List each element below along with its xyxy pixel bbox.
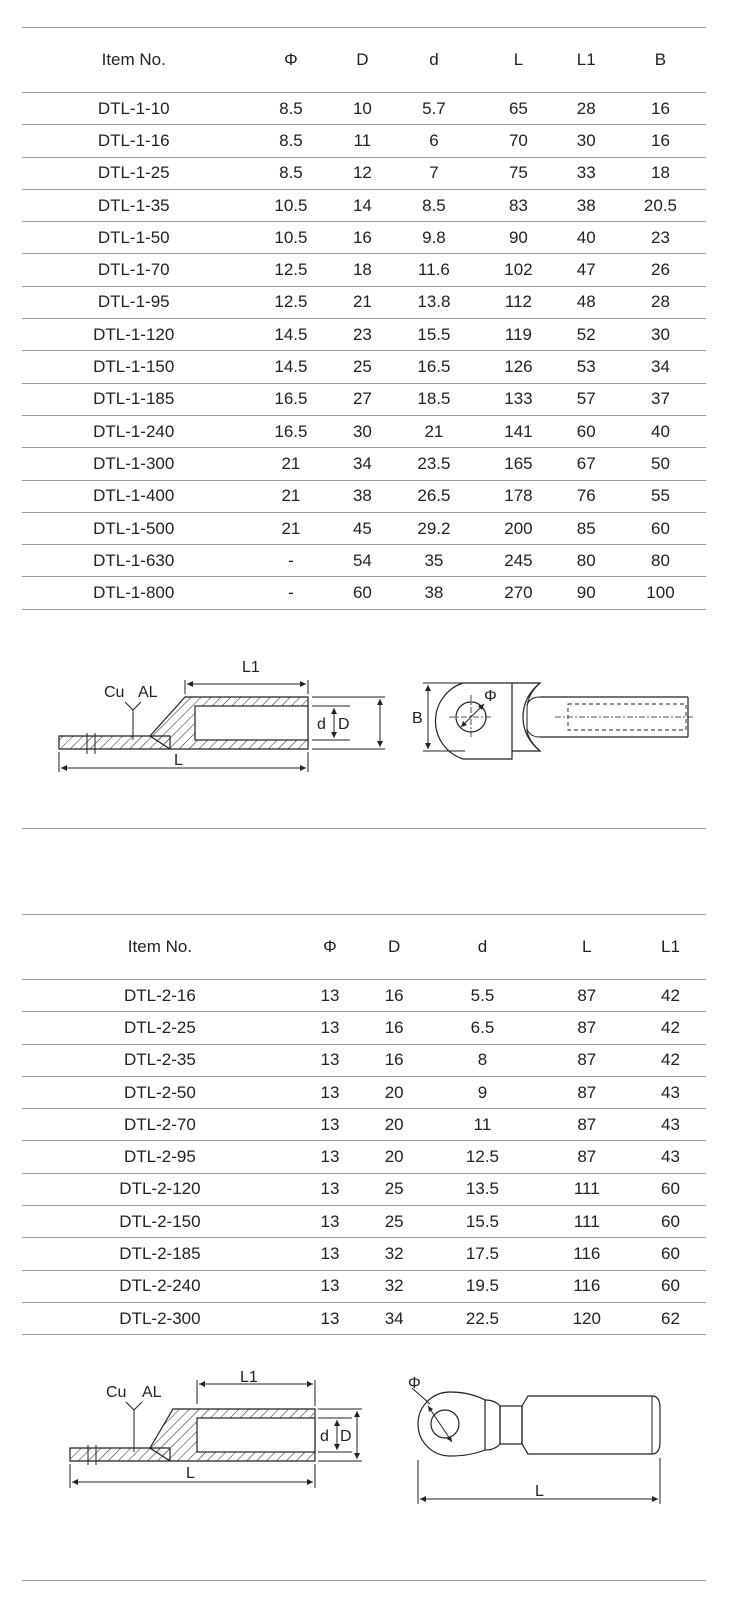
table-cell: 13: [298, 980, 362, 1012]
table-cell: 60: [635, 1238, 706, 1270]
table-row: [22, 512, 706, 544]
table-cell: 16.5: [245, 415, 336, 447]
table-cell: 55: [615, 480, 706, 512]
label-l1: L1: [242, 659, 260, 676]
spec-table-dtl2: [22, 914, 706, 1335]
item-number-cell: DTL-2-25: [22, 1012, 298, 1044]
table-cell: 34: [336, 448, 388, 480]
table-cell: 12.5: [426, 1141, 538, 1173]
table-cell: 13: [298, 1302, 362, 1334]
table-cell: 42: [635, 1012, 706, 1044]
table-cell: 13: [298, 1206, 362, 1238]
label-phi: Φ: [408, 1375, 421, 1392]
table-cell: 35: [388, 545, 479, 577]
table-cell: 18.5: [388, 383, 479, 415]
table-cell: 16.5: [388, 351, 479, 383]
table-cell: 60: [635, 1206, 706, 1238]
table-cell: 75: [479, 157, 557, 189]
table-cell: 126: [479, 351, 557, 383]
table-cell: 100: [615, 577, 706, 609]
table-cell: 60: [615, 512, 706, 544]
label-phi: Φ: [484, 688, 497, 705]
item-number-cell: DTL-1-70: [22, 254, 245, 286]
table-cell: 6.5: [426, 1012, 538, 1044]
table-row: [22, 351, 706, 383]
table-header-row: [22, 915, 706, 980]
table-cell: 57: [557, 383, 615, 415]
table-cell: 47: [557, 254, 615, 286]
table-cell: -: [245, 577, 336, 609]
table-cell: 23: [615, 222, 706, 254]
item-number-cell: DTL-1-240: [22, 415, 245, 447]
table-cell: 85: [557, 512, 615, 544]
table-cell: 30: [336, 415, 388, 447]
table-cell: 5.5: [426, 980, 538, 1012]
table-row: [22, 1270, 706, 1302]
dtl2-side-view-drawing: [60, 1370, 380, 1500]
table-cell: 38: [557, 189, 615, 221]
label-b: B: [412, 710, 423, 727]
table-row: [22, 1302, 706, 1334]
item-number-cell: DTL-1-25: [22, 157, 245, 189]
item-number-cell: DTL-2-120: [22, 1173, 298, 1205]
table-cell: 245: [479, 545, 557, 577]
table-cell: 200: [479, 512, 557, 544]
table-cell: 87: [539, 980, 635, 1012]
table-row: [22, 1238, 706, 1270]
table-header-row: [22, 28, 706, 93]
table-row: [22, 577, 706, 609]
table-cell: 18: [336, 254, 388, 286]
table-cell: 43: [635, 1109, 706, 1141]
item-number-cell: DTL-2-185: [22, 1238, 298, 1270]
column-header: Item No.: [22, 915, 298, 980]
label-cu: Cu: [106, 1384, 127, 1401]
table-row: [22, 980, 706, 1012]
table-cell: 13: [298, 1270, 362, 1302]
label-d-large: D: [338, 716, 350, 733]
table-cell: 22.5: [426, 1302, 538, 1334]
table-cell: 16: [615, 125, 706, 157]
table-cell: 60: [635, 1270, 706, 1302]
item-number-cell: DTL-1-800: [22, 577, 245, 609]
table-cell: 13: [298, 1044, 362, 1076]
table-cell: 20: [362, 1141, 426, 1173]
table-row: [22, 93, 706, 125]
table-cell: 28: [615, 286, 706, 318]
table-row: [22, 383, 706, 415]
table-cell: 25: [362, 1173, 426, 1205]
table-cell: 26.5: [388, 480, 479, 512]
table-row: [22, 1044, 706, 1076]
item-number-cell: DTL-2-150: [22, 1206, 298, 1238]
table-cell: 16.5: [245, 383, 336, 415]
label-d-large: D: [340, 1428, 352, 1445]
table-cell: 111: [539, 1173, 635, 1205]
table-cell: 48: [557, 286, 615, 318]
table-cell: 14.5: [245, 351, 336, 383]
table-row: [22, 1076, 706, 1108]
table-cell: 8.5: [245, 157, 336, 189]
dtl1-side-view-drawing: [50, 650, 380, 780]
table-cell: 16: [362, 1044, 426, 1076]
table-cell: 30: [557, 125, 615, 157]
item-number-cell: DTL-2-95: [22, 1141, 298, 1173]
table-cell: 13: [298, 1173, 362, 1205]
label-l: L: [535, 1483, 544, 1500]
table-cell: 45: [336, 512, 388, 544]
section-divider: [22, 828, 706, 829]
table-cell: 37: [615, 383, 706, 415]
table-cell: 6: [388, 125, 479, 157]
label-cu: Cu: [104, 684, 125, 701]
item-number-cell: DTL-1-10: [22, 93, 245, 125]
table-cell: 60: [336, 577, 388, 609]
table-cell: 60: [635, 1173, 706, 1205]
table-cell: 43: [635, 1076, 706, 1108]
table-cell: 178: [479, 480, 557, 512]
table-cell: 14.5: [245, 319, 336, 351]
table-cell: 32: [362, 1238, 426, 1270]
table-row: [22, 319, 706, 351]
table-cell: 112: [479, 286, 557, 318]
table-row: [22, 545, 706, 577]
label-d-small: d: [320, 1428, 329, 1445]
item-number-cell: DTL-1-400: [22, 480, 245, 512]
table-cell: 17.5: [426, 1238, 538, 1270]
table-cell: 42: [635, 1044, 706, 1076]
table-cell: 9.8: [388, 222, 479, 254]
table-cell: 8.5: [245, 93, 336, 125]
table-cell: 16: [362, 1012, 426, 1044]
table-cell: -: [245, 545, 336, 577]
column-header: L: [539, 915, 635, 980]
table-cell: 21: [245, 448, 336, 480]
item-number-cell: DTL-2-50: [22, 1076, 298, 1108]
table-row: [22, 286, 706, 318]
table-cell: 26: [615, 254, 706, 286]
table-cell: 18: [615, 157, 706, 189]
table-cell: 9: [426, 1076, 538, 1108]
table-cell: 8.5: [245, 125, 336, 157]
table-cell: 28: [557, 93, 615, 125]
table-cell: 13.8: [388, 286, 479, 318]
item-number-cell: DTL-1-95: [22, 286, 245, 318]
table-cell: 29.2: [388, 512, 479, 544]
label-al: AL: [138, 684, 158, 701]
item-number-cell: DTL-2-240: [22, 1270, 298, 1302]
table-cell: 38: [336, 480, 388, 512]
table-cell: 12.5: [245, 254, 336, 286]
table-cell: 11.6: [388, 254, 479, 286]
table-cell: 5.7: [388, 93, 479, 125]
label-al: AL: [142, 1384, 162, 1401]
column-header: L: [479, 28, 557, 93]
table-cell: 34: [615, 351, 706, 383]
table-cell: 19.5: [426, 1270, 538, 1302]
table-cell: 87: [539, 1109, 635, 1141]
table-cell: 16: [362, 980, 426, 1012]
table-cell: 70: [479, 125, 557, 157]
table-cell: 8: [426, 1044, 538, 1076]
table-cell: 60: [557, 415, 615, 447]
table-cell: 40: [615, 415, 706, 447]
table-cell: 67: [557, 448, 615, 480]
table-cell: 30: [615, 319, 706, 351]
item-number-cell: DTL-1-300: [22, 448, 245, 480]
column-header: Φ: [245, 28, 336, 93]
table-cell: 42: [635, 980, 706, 1012]
table-cell: 21: [388, 415, 479, 447]
label-l: L: [174, 752, 183, 769]
table-cell: 11: [336, 125, 388, 157]
column-header: L1: [635, 915, 706, 980]
table-cell: 76: [557, 480, 615, 512]
table-cell: 14: [336, 189, 388, 221]
table-cell: 87: [539, 1044, 635, 1076]
table-cell: 62: [635, 1302, 706, 1334]
table-cell: 133: [479, 383, 557, 415]
item-number-cell: DTL-2-16: [22, 980, 298, 1012]
item-number-cell: DTL-1-150: [22, 351, 245, 383]
table-cell: 32: [362, 1270, 426, 1302]
table-cell: 119: [479, 319, 557, 351]
table-cell: 87: [539, 1012, 635, 1044]
table-row: [22, 157, 706, 189]
table-cell: 10.5: [245, 222, 336, 254]
table-cell: 65: [479, 93, 557, 125]
table-cell: 7: [388, 157, 479, 189]
item-number-cell: DTL-2-35: [22, 1044, 298, 1076]
table-cell: 90: [557, 577, 615, 609]
table-cell: 13.5: [426, 1173, 538, 1205]
dtl1-top-view-drawing: [405, 675, 705, 775]
table-cell: 38: [388, 577, 479, 609]
table-cell: 25: [336, 351, 388, 383]
table-cell: 23.5: [388, 448, 479, 480]
table-cell: 80: [615, 545, 706, 577]
table-row: [22, 222, 706, 254]
table-row: [22, 480, 706, 512]
table-cell: 116: [539, 1238, 635, 1270]
table-cell: 87: [539, 1076, 635, 1108]
table-cell: 13: [298, 1109, 362, 1141]
table-row: [22, 448, 706, 480]
table-cell: 90: [479, 222, 557, 254]
table-cell: 53: [557, 351, 615, 383]
table-cell: 13: [298, 1238, 362, 1270]
item-number-cell: DTL-1-35: [22, 189, 245, 221]
table-cell: 13: [298, 1141, 362, 1173]
table-cell: 20: [362, 1076, 426, 1108]
table-cell: 87: [539, 1141, 635, 1173]
table-cell: 10: [336, 93, 388, 125]
table-cell: 111: [539, 1206, 635, 1238]
column-header: Φ: [298, 915, 362, 980]
table-cell: 83: [479, 189, 557, 221]
column-header: D: [336, 28, 388, 93]
table-row: [22, 415, 706, 447]
table-cell: 34: [362, 1302, 426, 1334]
table-cell: 16: [615, 93, 706, 125]
item-number-cell: DTL-1-185: [22, 383, 245, 415]
table-cell: 13: [298, 1076, 362, 1108]
label-d-small: d: [317, 716, 326, 733]
section-divider: [22, 1580, 706, 1581]
table-cell: 8.5: [388, 189, 479, 221]
table-cell: 15.5: [388, 319, 479, 351]
table-cell: 27: [336, 383, 388, 415]
table-row: [22, 1173, 706, 1205]
table-row: [22, 254, 706, 286]
column-header: d: [388, 28, 479, 93]
table-cell: 21: [245, 480, 336, 512]
column-header: Item No.: [22, 28, 245, 93]
column-header: B: [615, 28, 706, 93]
table-cell: 20.5: [615, 189, 706, 221]
table-cell: 21: [336, 286, 388, 318]
item-number-cell: DTL-1-50: [22, 222, 245, 254]
table-row: [22, 125, 706, 157]
column-header: d: [426, 915, 538, 980]
table-cell: 15.5: [426, 1206, 538, 1238]
table-cell: 52: [557, 319, 615, 351]
item-number-cell: DTL-1-120: [22, 319, 245, 351]
table-cell: 12: [336, 157, 388, 189]
dtl2-top-view-drawing: [400, 1372, 680, 1507]
table-row: [22, 1012, 706, 1044]
table-cell: 141: [479, 415, 557, 447]
table-cell: 54: [336, 545, 388, 577]
table-cell: 165: [479, 448, 557, 480]
table-cell: 13: [298, 1012, 362, 1044]
item-number-cell: DTL-1-16: [22, 125, 245, 157]
table-cell: 40: [557, 222, 615, 254]
table-cell: 12.5: [245, 286, 336, 318]
table-cell: 120: [539, 1302, 635, 1334]
table-cell: 25: [362, 1206, 426, 1238]
column-header: L1: [557, 28, 615, 93]
table-cell: 16: [336, 222, 388, 254]
spec-table-dtl1: [22, 27, 706, 610]
table-cell: 50: [615, 448, 706, 480]
column-header: D: [362, 915, 426, 980]
item-number-cell: DTL-1-630: [22, 545, 245, 577]
table-cell: 23: [336, 319, 388, 351]
item-number-cell: DTL-1-500: [22, 512, 245, 544]
table-row: [22, 1141, 706, 1173]
label-l: L: [186, 1465, 195, 1482]
table-cell: 33: [557, 157, 615, 189]
item-number-cell: DTL-2-300: [22, 1302, 298, 1334]
table-cell: 10.5: [245, 189, 336, 221]
table-cell: 43: [635, 1141, 706, 1173]
table-cell: 20: [362, 1109, 426, 1141]
table-cell: 116: [539, 1270, 635, 1302]
table-cell: 80: [557, 545, 615, 577]
table-row: [22, 1206, 706, 1238]
table-row: [22, 1109, 706, 1141]
table-cell: 21: [245, 512, 336, 544]
table-row: [22, 189, 706, 221]
table-cell: 270: [479, 577, 557, 609]
label-l1: L1: [240, 1369, 258, 1386]
table-cell: 11: [426, 1109, 538, 1141]
table-cell: 102: [479, 254, 557, 286]
item-number-cell: DTL-2-70: [22, 1109, 298, 1141]
